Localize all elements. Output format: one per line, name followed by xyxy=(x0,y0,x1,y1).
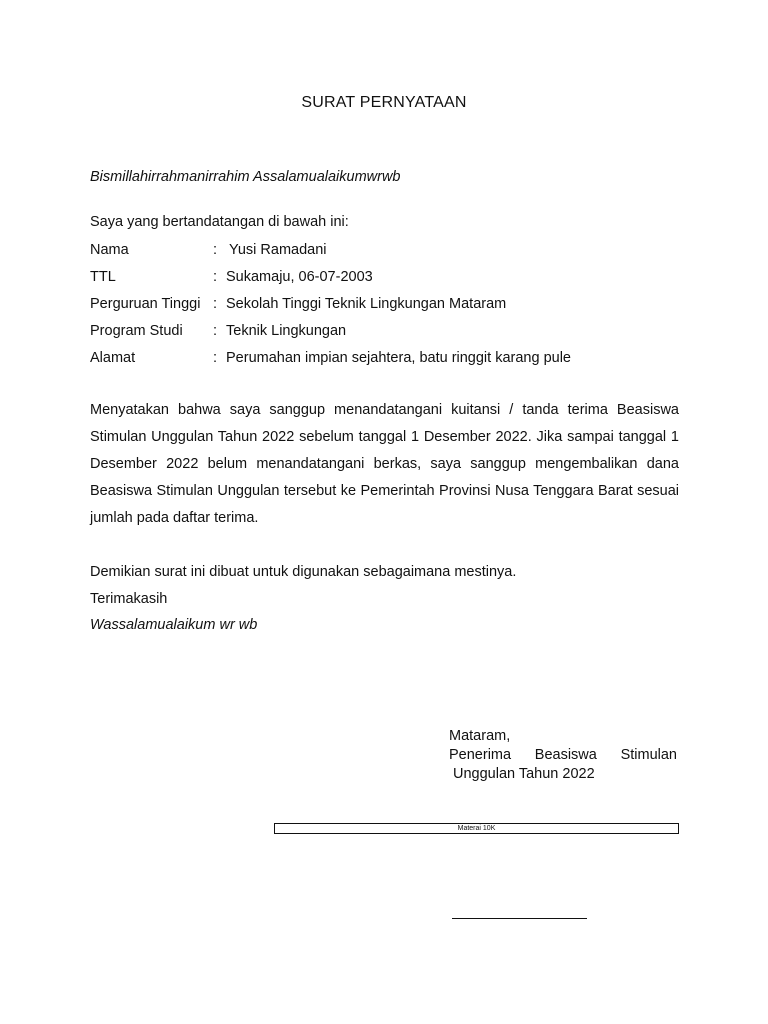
signature-role-line xyxy=(449,747,677,763)
identity-colon: : xyxy=(213,323,218,339)
signature-place: Mataram, xyxy=(449,728,511,744)
signature-line xyxy=(452,918,587,919)
identity-colon: : xyxy=(213,242,218,258)
identity-value-alamat: Perumahan impian sejahtera, batu ringgit karang pule xyxy=(226,350,571,366)
stamp-label: Materai 10K xyxy=(457,825,496,832)
signature-role-word: Penerima xyxy=(449,747,512,763)
farewell-text: Wassalamualaikum wr wb xyxy=(90,617,258,633)
identity-colon: : xyxy=(213,350,218,366)
identity-value-nama: Yusi Ramadani xyxy=(229,242,327,258)
signature-role-word: Beasiswa xyxy=(534,747,597,763)
identity-colon: : xyxy=(213,296,218,312)
greeting: Bismillahirrahmanirrahim Assalamualaikumwrwb xyxy=(90,169,401,185)
identity-colon: : xyxy=(213,269,218,285)
identity-label-nama: Nama xyxy=(90,242,129,258)
closing-text: Demikian surat ini dibuat untuk digunakan sebagaimana mestinya. xyxy=(90,564,517,580)
stamp-box xyxy=(274,823,679,834)
signature-role-line2: Unggulan Tahun 2022 xyxy=(453,766,595,782)
identity-label-alamat: Alamat xyxy=(90,350,136,366)
signature-role-word: Stimulan xyxy=(620,747,677,763)
thanks-text: Terimakasih xyxy=(90,591,168,607)
identity-label-perguruan-tinggi: Perguruan Tinggi xyxy=(90,296,201,312)
statement-paragraph: Menyatakan bahwa saya sanggup menandatangani kuitansi / tanda terima Beasiswa Stimulan Unggulan Tahun 2022 sebelum tanggal 1 Desember 2022. Jika sampai tanggal 1 Desember 2022 belum menandatangani berkas, saya sanggup mengembalikan dana Beasiswa Stimulan Unggulan tersebut ke Pemerintah Provinsi Nusa Tenggara Barat sesuai jumlah pada daftar terima. xyxy=(90,402,679,526)
identity-value-program-studi: Teknik Lingkungan xyxy=(226,323,347,339)
identity-value-ttl: Sukamaju, 06-07-2003 xyxy=(226,269,373,285)
intro-text: Saya yang bertandatangan di bawah ini: xyxy=(90,214,349,230)
document-title: SURAT PERNYATAAN xyxy=(301,94,467,111)
identity-label-program-studi: Program Studi xyxy=(90,323,183,339)
identity-label-ttl: TTL xyxy=(90,269,116,285)
identity-value-perguruan-tinggi: Sekolah Tinggi Teknik Lingkungan Mataram xyxy=(226,296,507,312)
